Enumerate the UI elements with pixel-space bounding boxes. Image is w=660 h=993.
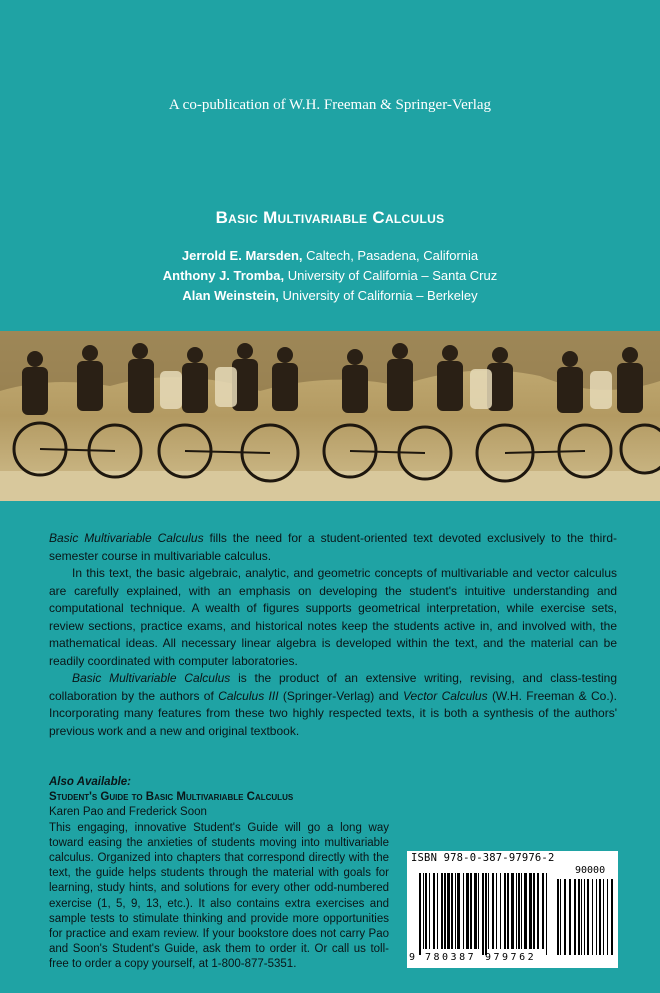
- description-paragraph: Basic Multivariable Calculus fills the need for a student-oriented text devoted exclusively to the third-semester course in multivariable calculus.: [49, 531, 617, 563]
- guide-description: This engaging, innovative Student's Guide will go a long way toward easing the anxieties of students moving into multivariable calculus. Organized into chapters that correspond directly with the text, the guide helps students through the material with goals for learning, study hints, and solutions for every other odd-numbered exercise (1, 5, 9, 13, etc.). It also contains extra exercises and sample tests to stimulate thinking and provide more opportunities for practice and exam review. If your bookstore does not carry Pao and Soon's Student's Guide, ask them to order it. Or call us toll-free to order a copy yourself, at 1-800-877-5351.: [49, 821, 389, 971]
- cyclists-photo: [0, 331, 660, 501]
- copublication-line: A co-publication of W.H. Freeman & Springer-Verlag: [168, 97, 492, 113]
- author-affiliation: University of California – Santa Cruz: [284, 268, 498, 283]
- ean-left-digits: 780387: [425, 952, 477, 963]
- isbn-barcode: [407, 851, 618, 968]
- author-name: Alan Weinstein,: [182, 288, 279, 303]
- author-2: [0, 266, 660, 286]
- author-1: [0, 246, 660, 266]
- also-available-section: [49, 775, 389, 973]
- guide-authors: Karen Pao and Frederick Soon: [49, 806, 207, 819]
- ean-right-digits: 979762: [485, 952, 537, 963]
- author-name: Jerrold E. Marsden,: [181, 248, 303, 263]
- author-name: Anthony J. Tromba,: [162, 268, 285, 283]
- author-affiliation: Caltech, Pasadena, California: [302, 248, 479, 263]
- isbn-text: ISBN 978-0-387-97976-2: [411, 852, 555, 864]
- description-paragraph: Basic Multivariable Calculus is the product of an extensive writing, revising, and class-testing collaboration by the authors of Calculus III (Springer-Verlag) and Vector Calculus (W.H. Freeman & Co.). Incorporating many features from these two highly respected texts, it is both a synthesis of the authors' previous work and a new and original textbook.: [49, 671, 617, 738]
- ean-lead-digit: 9: [409, 952, 416, 963]
- description-paragraph: In this text, the basic algebraic, analytic, and geometric concepts of multivariable and vector calculus are carefully explained, with an emphasis on developing the student's intuitive understanding and computational technique. A wealth of figures supports geometrical interpretation, while exercise sets, review sections, practice exams, and historical notes keep the students active in, and involved with, the mathematical ideas. All necessary linear algebra is developed within the text, and the material can be readily coordinated with computer laboratories.: [49, 566, 617, 668]
- author-affiliation: University of California – Berkeley: [278, 288, 478, 303]
- price-code: 90000: [575, 865, 606, 876]
- author-3: [0, 286, 660, 306]
- book-title: Basic Multivariable Calculus: [215, 208, 445, 227]
- author-list: [0, 246, 660, 306]
- guide-title: Student's Guide to Basic Multivariable Calculus: [49, 791, 294, 804]
- book-description: [49, 530, 617, 740]
- also-available-heading: Also Available:: [49, 776, 132, 788]
